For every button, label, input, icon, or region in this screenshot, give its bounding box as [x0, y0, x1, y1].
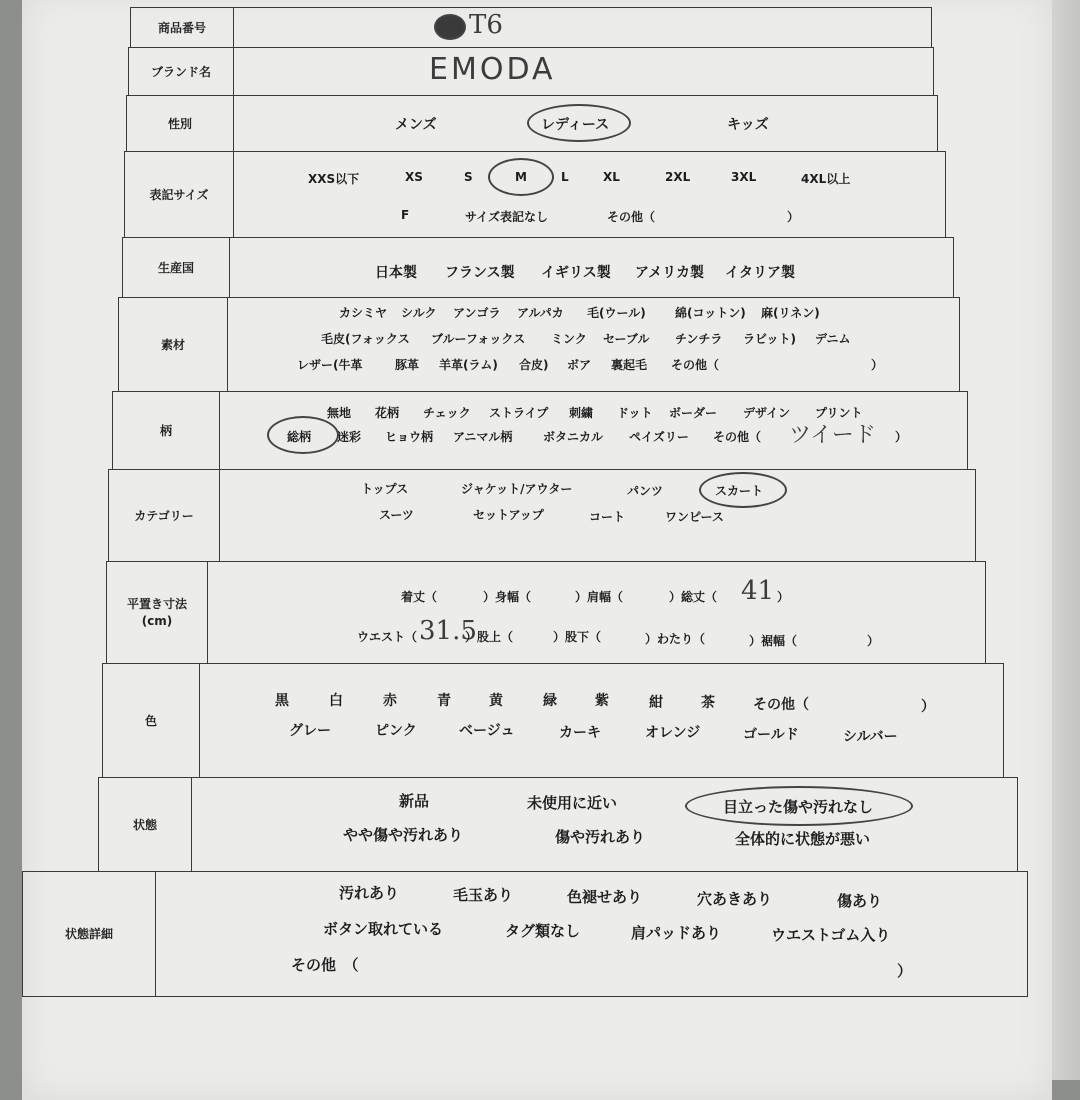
material-option: 麻(リネン)	[761, 306, 820, 320]
material-option: ラビット)	[743, 332, 797, 346]
condition-option: 新品	[399, 792, 430, 810]
row-measurements	[106, 561, 986, 664]
gender-option-mens: メンズ	[395, 117, 437, 133]
country-option: フランス製	[445, 265, 515, 281]
measurements-unit: (cm)	[141, 614, 173, 628]
category-option: スカート	[715, 484, 764, 498]
material-option: ボア	[567, 358, 592, 372]
material-option: その他（	[671, 358, 720, 372]
category-option: セットアップ	[473, 508, 544, 522]
material-option: レザー(牛革	[297, 358, 363, 372]
size-option: 2XL	[665, 170, 691, 184]
row-brand	[128, 47, 934, 96]
pattern-option: ペイズリー	[629, 430, 689, 444]
country-option: イギリス製	[541, 265, 611, 281]
condition-option: 全体的に状態が悪い	[735, 830, 871, 848]
detail-option: ウエストゴム入り	[771, 926, 891, 944]
measure-item: ）裾幅（	[749, 634, 798, 648]
size-option: その他（	[607, 210, 656, 224]
color-option: 茶	[701, 695, 715, 711]
detail-option: ）	[897, 962, 913, 980]
label-condition: 状態	[99, 778, 192, 872]
pattern-option: ヒョウ柄	[385, 430, 434, 444]
label-condition-detail: 状態詳細	[23, 872, 156, 996]
material-option: アルパカ	[517, 306, 564, 320]
row-pattern	[112, 391, 968, 470]
pattern-option: 刺繍	[569, 406, 594, 420]
waist-handwritten: 31.5	[419, 616, 477, 646]
color-option: ）	[921, 699, 935, 715]
material-option: シルク	[401, 306, 437, 320]
detail-option: 肩パッドあり	[631, 924, 722, 942]
material-option: 毛皮(フォックス	[321, 332, 410, 346]
category-option: コート	[589, 510, 626, 524]
material-option: ）	[871, 358, 884, 372]
category-option: トップス	[361, 482, 409, 496]
measure-item: 着丈（	[401, 590, 438, 604]
size-option: 3XL	[731, 170, 757, 184]
color-option: シルバー	[843, 729, 898, 745]
size-option: L	[561, 170, 569, 184]
country-option: アメリカ製	[635, 265, 705, 281]
pattern-option: ドット	[617, 406, 653, 420]
size-option: S	[464, 170, 473, 184]
total-length-handwritten: 41	[741, 576, 775, 606]
size-option: 4XL以上	[801, 172, 851, 186]
color-option: 黄	[489, 693, 503, 709]
detail-option: タグ類なし	[505, 922, 581, 940]
material-option: セーブル	[603, 332, 650, 346]
measure-item: ）	[777, 590, 790, 604]
color-option: 黒	[275, 693, 289, 709]
pattern-option: チェック	[423, 406, 471, 420]
material-option: 裏起毛	[611, 358, 648, 372]
material-option: 綿(コットン)	[675, 306, 746, 320]
row-gender	[126, 95, 938, 152]
pattern-option: アニマル柄	[453, 430, 513, 444]
material-option: チンチラ	[675, 332, 723, 346]
material-option: 毛(ウール)	[587, 306, 646, 320]
color-option: ゴールド	[743, 727, 799, 743]
pattern-option: 迷彩	[337, 430, 362, 444]
material-option: ブルーフォックス	[431, 332, 526, 346]
gender-option-kids: キッズ	[727, 117, 769, 133]
row-size	[124, 151, 946, 238]
country-option: 日本製	[375, 265, 417, 281]
scribbled-mark-icon	[434, 14, 466, 40]
row-color	[102, 663, 1004, 778]
pattern-option: ボーダー	[669, 406, 718, 420]
color-option: 紫	[595, 693, 609, 709]
label-gender: 性別	[127, 96, 234, 152]
category-option: スーツ	[379, 508, 414, 522]
color-option: グレー	[289, 723, 331, 739]
category-option: ジャケット/アウター	[461, 482, 573, 496]
row-item-number	[130, 7, 932, 48]
label-pattern: 柄	[113, 392, 220, 470]
label-material: 素材	[119, 298, 228, 392]
measure-item: ）肩幅（	[575, 590, 624, 604]
row-country	[122, 237, 954, 298]
material-option: 羊革(ラム)	[439, 358, 498, 372]
country-option: イタリア製	[725, 265, 795, 281]
color-option: カーキ	[559, 725, 601, 741]
pattern-option: その他（	[713, 430, 762, 444]
detail-option: 穴あきあり	[697, 890, 773, 908]
pattern-option: 花柄	[375, 406, 400, 420]
material-option: 合皮)	[519, 358, 549, 372]
color-option: 緑	[543, 693, 557, 709]
condition-option: やや傷や汚れあり	[343, 826, 464, 844]
measure-item: ）総丈（	[669, 590, 718, 604]
color-option: 紺	[649, 695, 663, 711]
pattern-option: デザイン	[743, 406, 791, 420]
measurements-label: 平置き寸法	[126, 597, 187, 612]
material-option: アンゴラ	[453, 306, 501, 320]
pattern-other-handwritten: ツイード	[789, 423, 876, 448]
detail-option: 傷あり	[837, 892, 883, 910]
material-option: ミンク	[551, 332, 587, 346]
row-category	[108, 469, 976, 562]
label-color: 色	[103, 664, 200, 778]
pattern-option: プリント	[815, 406, 863, 420]
item-number-value: T6	[469, 10, 503, 40]
measure-item: ）身幅（	[483, 590, 532, 604]
size-option: XXS以下	[308, 172, 360, 186]
material-option: カシミヤ	[339, 306, 388, 320]
measure-item: ）股上（	[465, 630, 514, 644]
color-option: 青	[437, 693, 451, 709]
label-brand: ブランド名	[129, 48, 234, 96]
condition-option: 目立った傷や汚れなし	[723, 798, 874, 816]
label-country: 生産国	[123, 238, 230, 298]
size-option: XL	[603, 170, 620, 184]
measure-item: ）股下（	[553, 630, 602, 644]
detail-option: 色褪せあり	[567, 888, 643, 906]
material-option: デニム	[815, 332, 851, 346]
size-option: サイズ表記なし	[465, 210, 549, 224]
detail-option: その他 （	[291, 956, 359, 974]
color-option: オレンジ	[645, 725, 701, 741]
pattern-option: ストライプ	[489, 406, 549, 420]
row-condition	[98, 777, 1018, 872]
label-category: カテゴリー	[109, 470, 220, 562]
material-option: 豚革	[395, 358, 420, 372]
category-option: ワンピース	[665, 510, 724, 524]
color-option: ピンク	[375, 723, 417, 739]
detail-option: 汚れあり	[339, 884, 400, 902]
condition-option: 未使用に近い	[527, 794, 618, 812]
size-option: XS	[405, 170, 423, 184]
pattern-option: ボタニカル	[543, 430, 604, 444]
category-option: パンツ	[627, 484, 664, 498]
pattern-option: 総柄	[287, 430, 312, 444]
label-item-number: 商品番号	[131, 8, 234, 48]
measure-item: ）わたり（	[645, 632, 706, 646]
pattern-option: ）	[895, 430, 908, 444]
brand-value: EMODA	[429, 52, 556, 87]
size-option: F	[401, 208, 410, 222]
color-option: 赤	[383, 693, 397, 709]
product-checksheet	[22, 0, 1052, 1100]
gender-option-ladies: レディース	[541, 117, 610, 133]
size-option: M	[515, 170, 527, 184]
measure-item: ウエスト（	[357, 630, 418, 644]
size-option: ）	[787, 210, 800, 224]
detail-option: 毛玉あり	[453, 886, 514, 904]
row-condition-detail	[22, 871, 1028, 997]
measure-item: ）	[867, 634, 880, 648]
color-option: 白	[329, 693, 343, 709]
detail-option: ボタン取れている	[323, 920, 444, 938]
row-material	[118, 297, 960, 392]
color-option: ベージュ	[459, 723, 515, 739]
label-size: 表記サイズ	[125, 152, 234, 238]
pattern-option: 無地	[327, 406, 352, 420]
label-measurements	[107, 562, 208, 664]
condition-option: 傷や汚れあり	[555, 828, 646, 846]
color-option: その他（	[753, 697, 809, 713]
